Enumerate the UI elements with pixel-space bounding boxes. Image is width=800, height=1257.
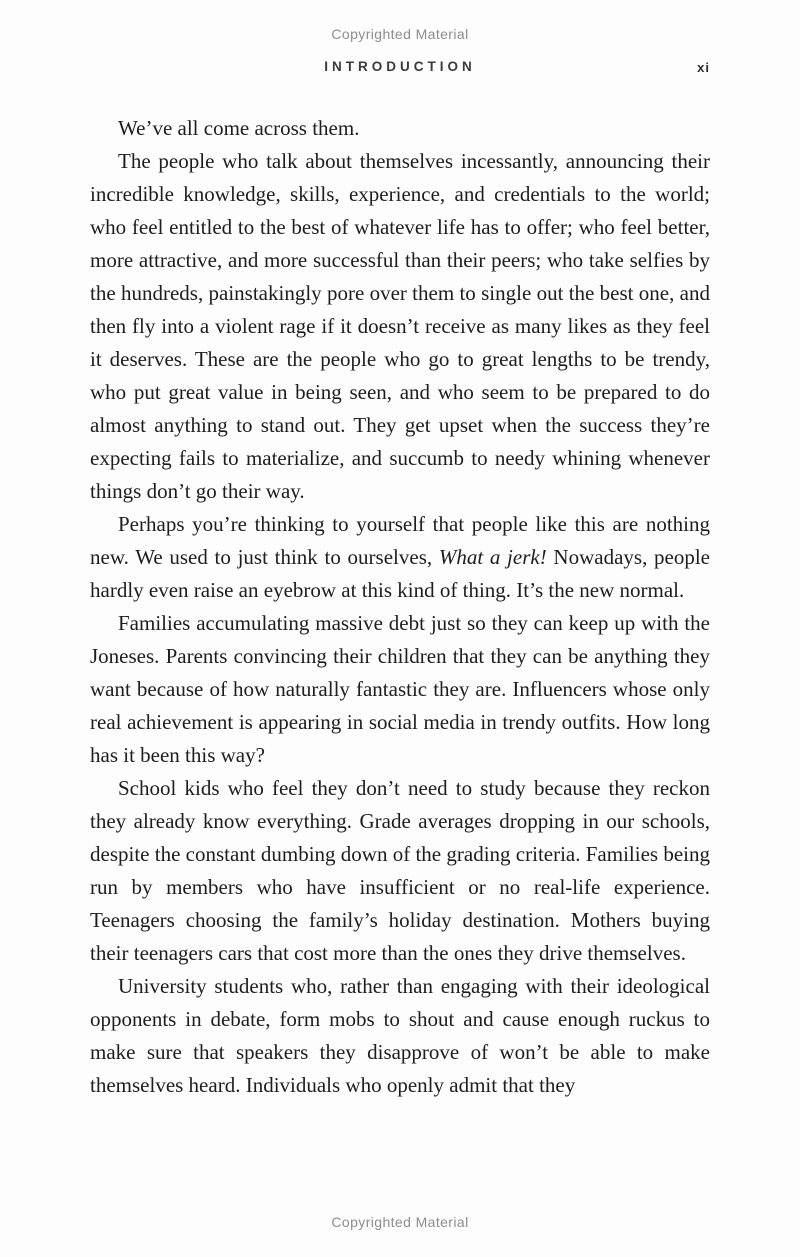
text-run: University students who, rather than engaging with their ideological opponents in debate, form mobs to shout and cause enough ruckus to make sure that speakers they disapprove of won’t be able to make themselves heard. Individuals who openly admit that they [90, 974, 710, 1097]
copyright-notice-top: Copyrighted Material [331, 26, 469, 42]
text-run: School kids who feel they don’t need to study because they reckon they already know everything. Grade averages dropping in our schools, despite the constant dumbing down of the grading criteria. Families being run by members who have insufficient or no real-life experience. Teenagers choosing the family’s holiday destination. Mothers buying their teenagers cars that cost more than the ones they drive themselves. [90, 776, 710, 965]
paragraph [90, 607, 710, 772]
paragraph [90, 508, 710, 607]
paragraph [90, 772, 710, 970]
text-run: Perhaps you’re thinking to yourself that people like this are nothing new. We used to just think to ourselves, [90, 512, 710, 569]
paragraph [90, 970, 710, 1102]
page-number: xi [697, 60, 710, 75]
body-text [90, 112, 710, 1102]
copyright-notice-bottom: Copyrighted Material [331, 1214, 469, 1230]
text-run: The people who talk about themselves incessantly, announcing their incredible knowledge, skills, experience, and credentials to the world; who feel entitled to the best of whatever life has to offer; who feel better, more attractive, and more successful than their peers; who take selfies by the hundreds, painstakingly pore over them to single out the best one, and then fly into a violent rage if it doesn’t receive as many likes as they feel it deserves. These are the people who go to great lengths to be trendy, who put great value in being seen, and who seem to be prepared to do almost anything to stand out. They get upset when the success they’re expecting fails to materialize, and succumb to needy whining whenever things don’t go their way. [90, 149, 710, 503]
italic-text-run: What a jerk! [438, 545, 547, 569]
text-run: Families accumulating massive debt just so they can keep up with the Joneses. Parents convincing their children that they can be anything they want because of how naturally fantastic they are. Influencers whose only real achievement is appearing in social media in trendy outfits. How long has it been this way? [90, 611, 710, 767]
text-run: We’ve all come across them. [118, 116, 360, 140]
chapter-running-head: INTRODUCTION [324, 59, 476, 74]
text-run: Nowadays, people hardly even raise an eyebrow at this kind of thing. It’s the new normal. [90, 545, 710, 602]
paragraph [90, 145, 710, 508]
paragraph [90, 112, 710, 145]
